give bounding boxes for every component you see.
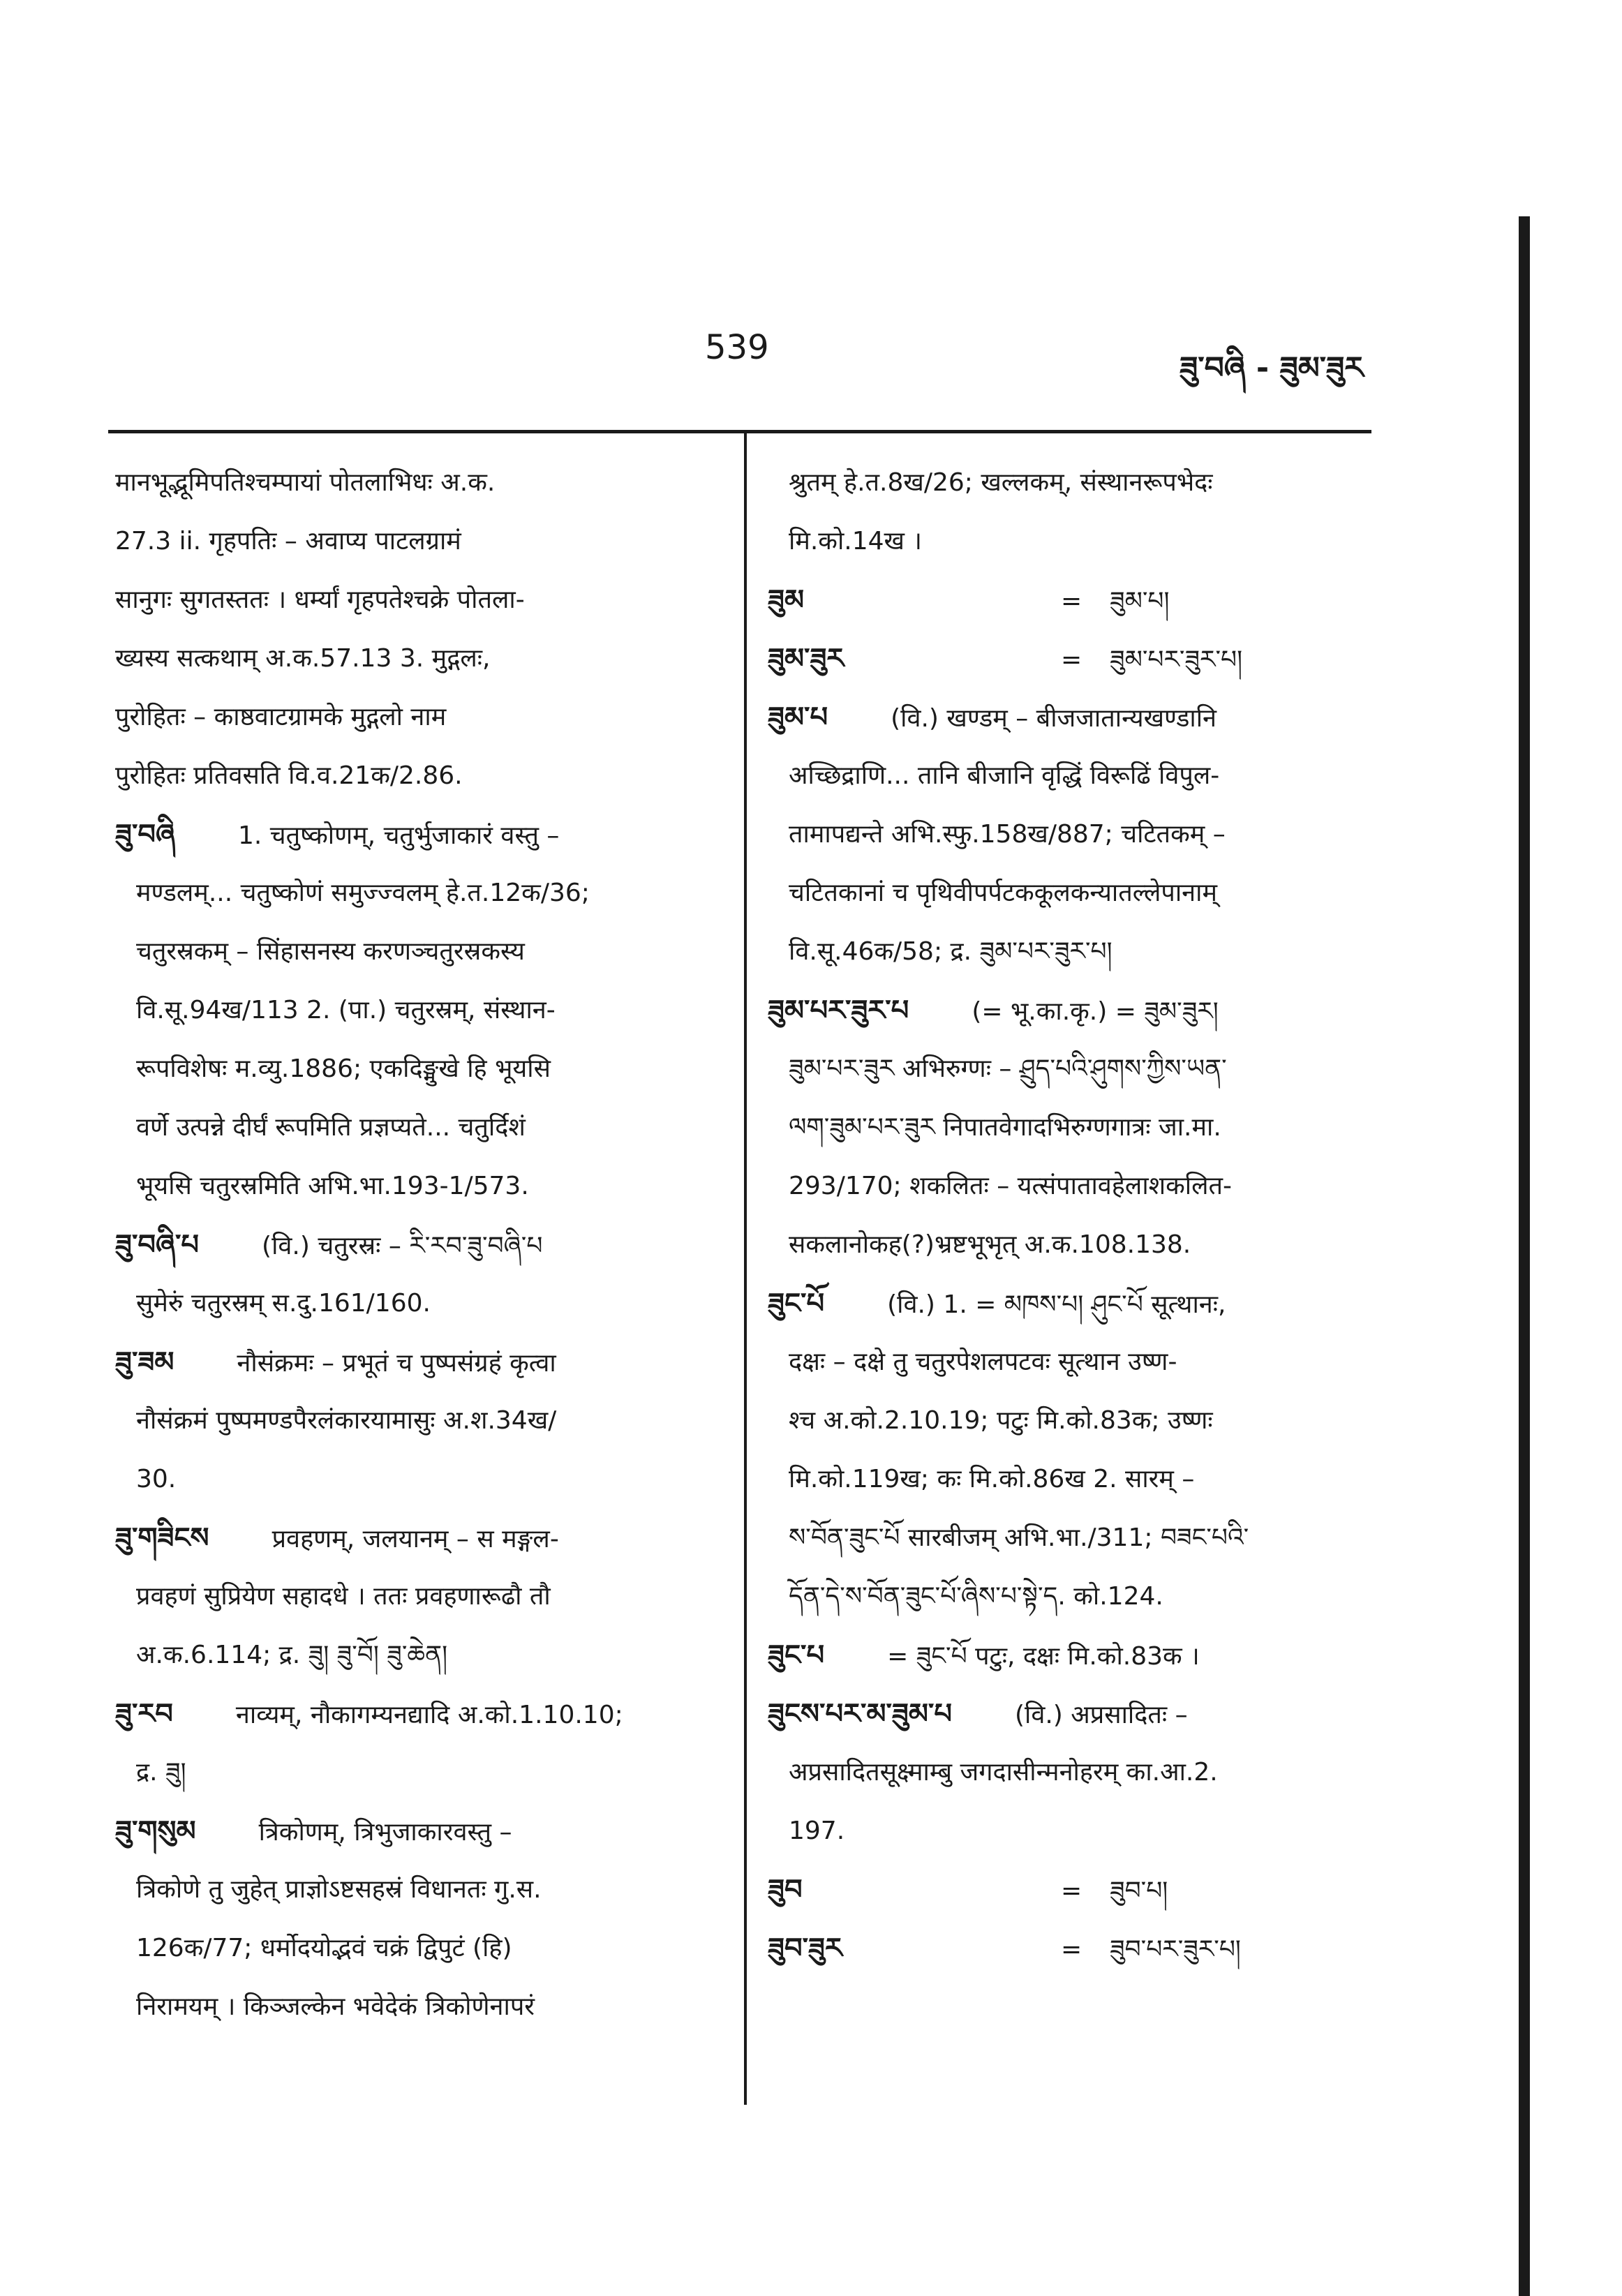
entry-headword: ཟུ་བཞི་པ [115, 1229, 200, 1261]
text-line: 27.3 ii. गृहपतिः – अवाप्य पाटलग्रामं [115, 527, 461, 556]
cross-reference-entry [768, 1861, 1368, 1919]
entry-text: द्र. ཟུ། [136, 1758, 186, 1787]
entry-headword: ཟུང་པོ [768, 1288, 825, 1320]
entry-text: वि.सू.46क/58; द्र. ཟུམ་པར་ཟུར་པ། [789, 937, 1113, 966]
entry-text: अच्छिद्राणि... तानि बीजानि वृद्धिं विरूढिं विपुल- [789, 761, 1220, 790]
entry-headword: ཟུབ་ཟུར [768, 1932, 842, 1965]
entry-text: ཟུམ་པར་ཟུར अभिरुग्णः – ཤྲུད་པའི་ཤུགས་ཀྱིས་ཡན་ [789, 1054, 1227, 1083]
entry-text: त्रिकोणम्, त्रिभुजाकारवस्तु – [258, 1818, 512, 1847]
dictionary-entry [115, 1685, 715, 1802]
entry-text: निरामयम् । किञ्जल्केन भवेदेकं त्रिकोणेनापरं [136, 1992, 535, 2021]
entry-text: 1. चतुष्कोणम्, चतुर्भुजाकारं वस्तु – [238, 821, 560, 850]
entry-text: 197. [789, 1817, 845, 1845]
text-line: पुरोहितः – काष्ठवाटग्रामके मुद्गलो नाम [115, 703, 447, 731]
entry-text: श्च अ.को.2.10.19; पटुः मि.को.83क; उष्णः [789, 1406, 1213, 1435]
dictionary-entry [115, 1333, 715, 1509]
entry-text: वर्णे उत्पन्ने दीर्घं रूपमिति प्रज्ञप्यते... चतुर्दिशं [136, 1113, 526, 1142]
entry-text: चटितकानां च पृथिवीपर्पटककूलकन्यातल्लेपानाम् [789, 879, 1217, 907]
entry-text: (वि.) 1. = མཁས་པ། ཤུང་པོ सूत्थानः, [887, 1290, 1226, 1319]
equals-sign: = [1061, 1935, 1082, 1964]
entry-headword: ཟུམ [768, 584, 805, 616]
entry-text: ས་བོན་ཟུང་པོ सारबीजम् अभि.भा./311; བཟང་པའི་ [789, 1523, 1249, 1552]
entry-text: रूपविशेषः म.व्यु.1886; एकदिङ्मुखे हि भूयसि [136, 1054, 551, 1083]
entry-text: सुमेरुं चतुरस्रम् स.दु.161/160. [136, 1289, 431, 1318]
cross-reference-entry [768, 1919, 1368, 1978]
entry-text: ཟུམ་པར་ཟུར་པ། [1110, 646, 1243, 674]
entry-text: चतुरस्रकम् – सिंहासनस्य करणञ्चतुरस्रकस्य [136, 937, 525, 966]
text-line: पुरोहितः प्रतिवसति वि.व.21क/2.86. [115, 761, 463, 790]
text-line: मि.को.14ख । [789, 527, 923, 556]
entry-text: त्रिकोणे तु जुहेत् प्राज्ञोऽष्टसहस्रं विधानतः गु.स. [136, 1875, 542, 1904]
entry-text: (= भू.का.कृ.) = ཟུམ་ཟུར། [972, 997, 1219, 1026]
entry-text: (वि.) खण्डम् – बीजजातान्यखण्डानि [891, 704, 1217, 733]
equals-sign: = [1061, 587, 1082, 616]
entry-headword: ཟུ་གཟིངས [115, 1522, 209, 1554]
entry-text: मि.को.119ख; कः मि.को.86ख 2. सारम् – [789, 1465, 1195, 1493]
entry-text: दक्षः – दक्षे तु चतुरपेशलपटवः सूत्थान उष्ण- [789, 1348, 1177, 1376]
entry-text: 293/170; शकलितः – यत्संपातावहेलाशकलित- [789, 1172, 1233, 1200]
entry-text: अप्रसादितसूक्ष्माम्बु जगदासीन्मनोहरम् का.आ.2. [789, 1758, 1218, 1787]
page-number: 539 [705, 328, 769, 367]
entry-text: प्रवहणं सुप्रियेण सहादधे । ततः प्रवहणारूढौ तौ [136, 1582, 551, 1611]
cross-reference-entry [768, 629, 1368, 688]
dictionary-entry [768, 1274, 1368, 1626]
text-line: ख्यस्य सत्कथाम् अ.क.57.13 3. मुद्गलः, [115, 644, 491, 673]
dictionary-entry [768, 1685, 1368, 1861]
entry-text: (वि.) अप्रसादितः – [1014, 1701, 1188, 1729]
entry-text: तामापद्यन्ते अभि.स्फु.158ख/887; चटितकम् – [789, 820, 1226, 849]
entry-headword: ཟུང་པ [768, 1639, 825, 1671]
entry-headword: ཟུངས་པར་མ་ཟུམ་པ [768, 1698, 952, 1730]
equals-sign: = [1061, 646, 1082, 674]
page-border-rule [1519, 216, 1530, 2296]
entry-text: नौसंक्रमं पुष्पमण्डपैरलंकारयामासुः अ.श.34ख/ [136, 1406, 557, 1435]
entry-text: = ཟུང་པོ पटुः, दक्षः मि.को.83क । [887, 1642, 1200, 1671]
entry-headword: ཟུ་ཟམ [115, 1346, 174, 1378]
dictionary-entry [768, 688, 1368, 981]
dictionary-entry [115, 805, 715, 1216]
header-rule [108, 430, 1371, 433]
left-column [115, 454, 715, 2036]
entry-text: 30. [136, 1465, 177, 1493]
dictionary-entry [768, 1626, 1368, 1685]
equals-sign: = [1061, 1877, 1082, 1905]
dictionary-entry [115, 1216, 715, 1333]
entry-text: (वि.) चतुरस्रः – རི་རབ་ཟུ་བཞི་པ [262, 1232, 543, 1260]
entry-text: དོན་དེ་ས་བོན་ཟུང་པོ་ཞིས་པ་སྟེ་ད. को.124. [789, 1582, 1163, 1611]
entry-text: ཟུབ་པར་ཟུར་པ། [1110, 1935, 1241, 1964]
entry-text: वि.सू.94ख/113 2. (पा.) चतुरस्रम्, संस्थान- [136, 996, 556, 1024]
entry-text: ཟུབ་པ། [1110, 1877, 1168, 1905]
entry-text: ལག་ཟུམ་པར་ཟུར निपातवेगादभिरुग्णगात्रः जा.मा. [789, 1113, 1221, 1142]
entry-text: मण्डलम्... चतुष्कोणं समुज्ज्वलम् हे.त.12क/36; [136, 879, 590, 907]
dictionary-entry [115, 1802, 715, 2036]
entry-headword: ཟུ་གསུམ [115, 1815, 196, 1847]
dictionary-entry [115, 1509, 715, 1685]
entry-headword: ཟུམ་པར་ཟུར་པ [768, 994, 909, 1027]
dictionary-entry [768, 981, 1368, 1274]
entry-headword: ཟུབ [768, 1874, 803, 1906]
entry-text: 126क/77; धर्मोदयोद्भवं चक्रं द्विपुटं (हि) [136, 1934, 512, 1962]
right-column [768, 454, 1368, 1978]
entry-text: नाव्यम्, नौकागम्यनद्यादि अ.को.1.10.10; [235, 1701, 623, 1729]
entry-headword: ཟུམ་ཟུར [768, 643, 845, 675]
entry-headword: ཟུ་རབ [115, 1698, 173, 1730]
text-line: मानभूद्भूमिपतिश्चम्पायां पोतलाभिधः अ.क. [115, 468, 496, 497]
column-divider [744, 430, 747, 2105]
cross-reference-entry [768, 571, 1368, 629]
text-line: सानुगः सुगतस्ततः । धर्म्यां गृहपतेश्चक्रे पोतला- [115, 586, 525, 614]
entry-text: ཟུམ་པ། [1110, 587, 1170, 616]
text-line: श्रुतम् हे.त.8ख/26; खल्लकम्, संस्थानरूपभेदः [789, 468, 1213, 497]
entry-headword: ཟུ་བཞི [115, 819, 175, 851]
running-head: ཟུ་བཞི - ཟུམ་ཟུར [1180, 350, 1364, 386]
entry-text: सकलानोकह(?)भ्रष्टभूभृत् अ.क.108.138. [789, 1230, 1191, 1259]
entry-text: नौसंक्रमः – प्रभूतं च पुष्पसंग्रहं कृत्वा [237, 1349, 556, 1378]
entry-headword: ཟུམ་པ [768, 701, 828, 733]
entry-text: भूयसि चतुरस्रमिति अभि.भा.193-1/573. [136, 1172, 529, 1200]
entry-text: अ.क.6.114; द्र. ཟུ། ཟུ་བོ། ཟུ་ཆེན། [136, 1641, 448, 1669]
entry-text: प्रवहणम्, जलयानम् – स मङ्गल- [271, 1525, 559, 1553]
